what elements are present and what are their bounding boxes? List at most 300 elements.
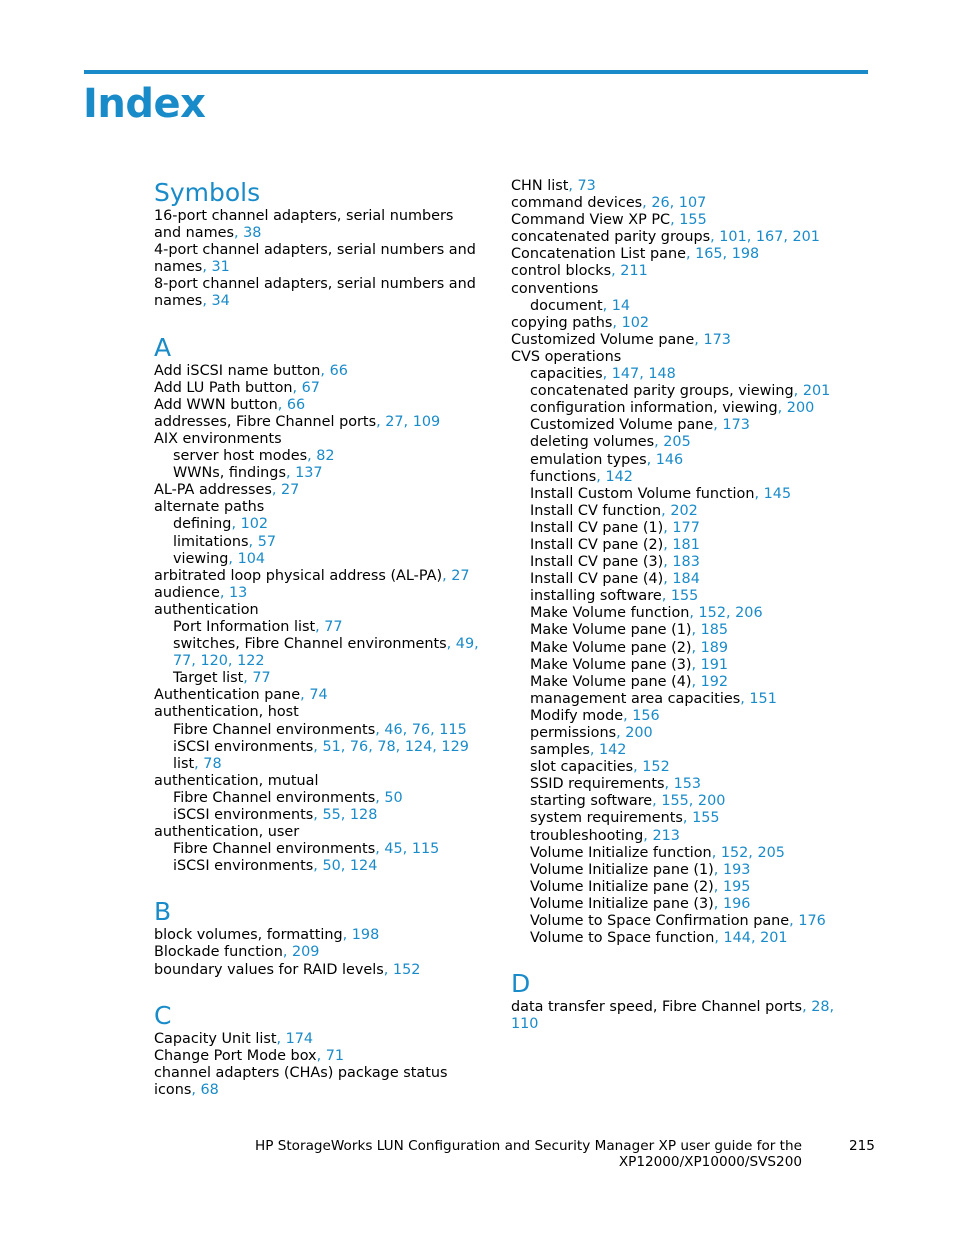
page-reference-link[interactable]: 156 bbox=[632, 707, 660, 724]
entry-separator: , bbox=[602, 297, 612, 314]
entry-term: AL-PA addresses bbox=[154, 482, 272, 499]
entry-separator: , bbox=[691, 639, 701, 656]
entry-term: limitations bbox=[173, 533, 249, 550]
entry-separator: , bbox=[602, 366, 612, 383]
index-section bbox=[154, 897, 484, 978]
entry-separator: , bbox=[202, 293, 212, 310]
index-subentry bbox=[154, 534, 484, 551]
index-subentry bbox=[511, 725, 856, 742]
index-entry bbox=[154, 276, 484, 310]
page-reference-link[interactable]: 211 bbox=[620, 263, 648, 280]
entry-separator: , bbox=[663, 519, 673, 536]
section-letter: C bbox=[154, 1000, 172, 1030]
entry-separator: , bbox=[713, 417, 723, 434]
index-subentry bbox=[511, 417, 856, 434]
index-section bbox=[154, 1001, 484, 1099]
page-reference-link[interactable]: 27, 109 bbox=[385, 413, 441, 430]
entry-term: boundary values for RAID levels bbox=[154, 961, 384, 978]
entry-term: 16-port channel adapters, serial numbers and names bbox=[154, 208, 454, 242]
entry-term: 8-port channel adapters, serial numbers and names bbox=[154, 276, 476, 310]
section-letter: B bbox=[154, 897, 172, 927]
page-reference-link[interactable]: 152 bbox=[392, 961, 421, 978]
entry-term: Authentication pane bbox=[154, 687, 301, 704]
entry-separator: , bbox=[313, 858, 323, 875]
entry-separator: , bbox=[802, 999, 812, 1016]
entry-separator: , bbox=[375, 789, 385, 806]
entry-term: Fibre Channel environments bbox=[173, 841, 376, 858]
index-subentry bbox=[154, 551, 484, 568]
entry-separator: , bbox=[442, 567, 452, 584]
entry-term: slot capacities bbox=[530, 759, 634, 776]
index-entry bbox=[154, 944, 484, 961]
entry-term: Add iSCSI name button bbox=[154, 362, 321, 379]
page-reference-link[interactable]: 31 bbox=[211, 259, 230, 276]
index-entry bbox=[154, 568, 484, 585]
page-reference-link[interactable]: 193 bbox=[722, 861, 751, 878]
entry-term: Install CV pane (3) bbox=[530, 554, 664, 571]
index-subentry bbox=[511, 862, 856, 879]
page-reference-link[interactable]: 201 bbox=[802, 383, 831, 400]
entry-term: Volume Initialize pane (2) bbox=[530, 878, 714, 895]
page-reference-link[interactable]: 50 bbox=[384, 789, 403, 806]
page-reference-link[interactable]: 198 bbox=[351, 927, 380, 944]
entry-separator: , bbox=[446, 636, 456, 653]
index-subentry bbox=[511, 708, 856, 725]
page-reference-link[interactable]: 66 bbox=[286, 396, 306, 413]
entry-term: SSID requirements bbox=[530, 776, 665, 793]
entry-term: arbitrated loop physical address (AL-PA) bbox=[154, 567, 443, 584]
index-entry bbox=[511, 349, 856, 366]
entry-term: Blockade function bbox=[154, 944, 283, 961]
page-reference-link[interactable]: 183 bbox=[672, 554, 700, 571]
top-rule bbox=[84, 70, 868, 74]
page-reference-link[interactable]: 192 bbox=[700, 673, 729, 690]
page-reference-link[interactable]: 82 bbox=[316, 448, 335, 465]
entry-term: authentication, host bbox=[154, 704, 299, 721]
index-subentry bbox=[511, 452, 856, 469]
index-section bbox=[154, 178, 484, 311]
entry-term: iSCSI environments bbox=[173, 858, 314, 875]
page-reference-link[interactable]: 101, 167, 201 bbox=[719, 229, 820, 246]
page-reference-link[interactable]: 49, 77, 120, 122 bbox=[173, 636, 479, 670]
index-entry bbox=[154, 962, 484, 979]
section-letter: D bbox=[511, 969, 531, 999]
index-column-left bbox=[154, 178, 484, 1099]
entry-term: Volume to Space Confirmation pane bbox=[530, 913, 790, 930]
entry-term: installing software bbox=[530, 588, 662, 605]
entry-term: Change Port Mode box bbox=[154, 1047, 317, 1064]
entry-separator: , bbox=[568, 178, 578, 194]
index-subentry bbox=[511, 571, 856, 588]
page-reference-link[interactable]: 28, 110 bbox=[511, 999, 835, 1033]
index-section bbox=[511, 969, 856, 1033]
entry-separator: , bbox=[616, 725, 626, 741]
entry-term: Install CV pane (1) bbox=[530, 519, 664, 536]
page-reference-link[interactable]: 14 bbox=[611, 297, 631, 314]
index-subentry bbox=[511, 674, 856, 691]
page-reference-link[interactable]: 213 bbox=[652, 827, 680, 844]
entry-term: 4-port channel adapters, serial numbers and names bbox=[154, 242, 476, 276]
entry-separator: , bbox=[596, 468, 606, 485]
entry-term: iSCSI environments bbox=[173, 807, 314, 823]
entry-separator: , bbox=[642, 195, 652, 212]
entry-separator: , bbox=[670, 212, 680, 229]
entry-separator: , bbox=[243, 670, 253, 687]
entry-term: alternate paths bbox=[154, 499, 265, 516]
entry-separator: , bbox=[664, 776, 674, 793]
entry-separator: , bbox=[789, 913, 799, 930]
index-subentry bbox=[511, 537, 856, 554]
index-subentry bbox=[511, 657, 856, 674]
entry-separator: , bbox=[231, 516, 241, 533]
entry-term: samples bbox=[530, 742, 590, 759]
page-number: 215 bbox=[849, 1138, 875, 1154]
page-reference-link[interactable]: 145 bbox=[763, 485, 792, 502]
index-section bbox=[511, 178, 856, 947]
index-entry bbox=[154, 363, 484, 380]
page-reference-link[interactable]: 77 bbox=[324, 618, 343, 635]
entry-separator: , bbox=[313, 738, 323, 755]
index-subentry bbox=[154, 619, 484, 636]
entry-term: switches, Fibre Channel environments bbox=[173, 636, 447, 653]
entry-term: list bbox=[173, 755, 195, 772]
index-entry bbox=[511, 246, 856, 263]
index-subentry bbox=[511, 622, 856, 639]
entry-separator: , bbox=[691, 656, 701, 673]
page-reference-link[interactable]: 102 bbox=[621, 314, 650, 331]
page-reference-link[interactable]: 155 bbox=[692, 810, 720, 827]
index-entry bbox=[154, 482, 484, 499]
entry-separator: , bbox=[316, 1047, 326, 1064]
entry-separator: , bbox=[691, 622, 701, 639]
page-reference-link[interactable]: 104 bbox=[237, 550, 266, 567]
entry-term: Customized Volume pane bbox=[511, 331, 695, 348]
index-subentry bbox=[154, 636, 484, 670]
page-reference-link[interactable]: 173 bbox=[703, 331, 731, 348]
index-entry bbox=[154, 208, 484, 242]
entry-separator: , bbox=[661, 502, 671, 519]
page-reference-link[interactable]: 27 bbox=[281, 482, 300, 499]
entry-separator: , bbox=[691, 673, 701, 690]
entry-term: Volume to Space function bbox=[530, 930, 715, 947]
index-subentry bbox=[511, 469, 856, 486]
page-reference-link[interactable]: 74 bbox=[309, 687, 328, 704]
page-reference-link[interactable]: 202 bbox=[670, 502, 698, 519]
entry-separator: , bbox=[202, 259, 212, 276]
page-reference-link[interactable]: 137 bbox=[295, 465, 323, 482]
entry-term: iSCSI environments bbox=[173, 738, 314, 755]
entry-term: system requirements bbox=[530, 810, 683, 827]
page-reference-link[interactable]: 71 bbox=[325, 1047, 345, 1064]
entry-term: Volume Initialize pane (3) bbox=[530, 895, 714, 912]
page-reference-link[interactable]: 151 bbox=[749, 690, 777, 707]
page-reference-link[interactable]: 51, 76, 78, 124, 129 bbox=[322, 738, 469, 755]
page-reference-link[interactable]: 200 bbox=[786, 400, 815, 417]
page-reference-link[interactable]: 185 bbox=[700, 622, 729, 639]
entry-term: Add WWN button bbox=[154, 396, 278, 413]
page-reference-link[interactable]: 209 bbox=[292, 944, 320, 961]
entry-term: concatenated parity groups, viewing bbox=[530, 383, 794, 400]
entry-separator: , bbox=[228, 550, 238, 567]
entry-separator: , bbox=[300, 687, 310, 704]
page-reference-link[interactable]: 200 bbox=[625, 725, 653, 741]
index-subentry bbox=[511, 759, 856, 776]
index-subentry bbox=[511, 776, 856, 793]
page-reference-link[interactable]: 155 bbox=[679, 212, 707, 229]
entry-separator: , bbox=[646, 451, 656, 468]
index-subentry bbox=[154, 841, 484, 858]
index-entry bbox=[154, 824, 484, 841]
index-entry bbox=[154, 1048, 484, 1065]
page-reference-link[interactable]: 189 bbox=[700, 639, 729, 656]
entry-term: block volumes, formatting bbox=[154, 927, 343, 944]
entry-term: data transfer speed, Fibre Channel ports bbox=[511, 999, 803, 1016]
index-entry bbox=[154, 380, 484, 397]
page-reference-link[interactable]: 57 bbox=[257, 533, 277, 550]
entry-separator: , bbox=[711, 844, 721, 861]
entry-term: Concatenation List pane bbox=[511, 246, 686, 263]
entry-separator: , bbox=[282, 944, 292, 961]
index-entry bbox=[154, 431, 484, 448]
index-subentry bbox=[154, 670, 484, 687]
page-reference-link[interactable]: 152 bbox=[642, 759, 670, 776]
entry-separator: , bbox=[589, 742, 599, 759]
page-reference-link[interactable]: 102 bbox=[240, 516, 269, 533]
entry-term: Customized Volume pane bbox=[530, 417, 714, 434]
index-subentry bbox=[511, 879, 856, 896]
page-reference-link[interactable]: 55, 128 bbox=[322, 807, 378, 823]
entry-separator: , bbox=[375, 721, 385, 738]
entry-separator: , bbox=[713, 861, 723, 878]
entry-term: Add LU Path button bbox=[154, 379, 293, 396]
entry-separator: , bbox=[740, 690, 750, 707]
entry-term: authentication, mutual bbox=[154, 772, 319, 789]
index-entry bbox=[154, 704, 484, 721]
page-reference-link[interactable]: 152, 205 bbox=[720, 844, 785, 861]
entry-term: Install Custom Volume function bbox=[530, 485, 755, 502]
page-reference-link[interactable]: 153 bbox=[673, 776, 702, 793]
entry-term: Port Information list bbox=[173, 618, 316, 635]
entry-term: document bbox=[530, 297, 603, 314]
index-subentry bbox=[511, 640, 856, 657]
entry-term: Volume Initialize pane (1) bbox=[530, 861, 714, 878]
entry-separator: , bbox=[342, 927, 352, 944]
page-reference-link[interactable]: 78 bbox=[203, 755, 222, 772]
page-reference-link[interactable]: 174 bbox=[285, 1030, 314, 1047]
page-reference-link[interactable]: 147, 148 bbox=[611, 366, 676, 383]
section-letter: Symbols bbox=[154, 178, 261, 207]
index-subentry bbox=[511, 930, 856, 947]
entry-term: Make Volume pane (1) bbox=[530, 622, 692, 639]
footer-line-1: HP StorageWorks LUN Configuration and Security Manager XP user guide for the bbox=[254, 1138, 802, 1154]
index-entry bbox=[154, 1065, 484, 1099]
entry-separator: , bbox=[194, 755, 204, 772]
entry-separator: , bbox=[652, 793, 662, 810]
index-subentry bbox=[511, 503, 856, 520]
page-reference-link[interactable]: 46, 76, 115 bbox=[384, 721, 467, 738]
entry-separator: , bbox=[612, 314, 622, 331]
entry-separator: , bbox=[694, 331, 704, 348]
entry-separator: , bbox=[663, 554, 673, 571]
entry-term: Volume Initialize function bbox=[530, 844, 712, 861]
page-reference-link[interactable]: 176 bbox=[798, 913, 826, 930]
entry-separator: , bbox=[611, 263, 621, 280]
entry-term: authentication bbox=[154, 601, 259, 618]
entry-term: viewing bbox=[173, 550, 229, 567]
entry-separator: , bbox=[292, 379, 302, 396]
entry-term: emulation types bbox=[530, 451, 647, 468]
entry-term: Make Volume pane (2) bbox=[530, 639, 692, 656]
page-reference-link[interactable]: 152, 206 bbox=[698, 605, 763, 622]
index-subentry bbox=[154, 807, 484, 824]
index-subentry bbox=[511, 845, 856, 862]
index-subentry bbox=[154, 516, 484, 533]
entry-separator: , bbox=[682, 810, 693, 827]
entry-separator: , bbox=[643, 827, 653, 844]
entry-term: CVS operations bbox=[511, 348, 622, 365]
entry-separator: , bbox=[233, 225, 244, 242]
page-reference-link[interactable]: 45, 115 bbox=[384, 841, 440, 858]
index-subentry bbox=[511, 298, 856, 315]
entry-term: Make Volume pane (3) bbox=[530, 656, 692, 673]
index-subentry bbox=[154, 722, 484, 739]
page-reference-link[interactable]: 196 bbox=[722, 895, 751, 912]
entry-separator: , bbox=[661, 588, 671, 605]
page-reference-link[interactable]: 50, 124 bbox=[322, 858, 378, 875]
entry-term: audience bbox=[154, 584, 220, 601]
index-entry bbox=[511, 332, 856, 349]
index-entry bbox=[511, 229, 856, 246]
index-entry bbox=[154, 585, 484, 602]
page-reference-link[interactable]: 13 bbox=[228, 584, 248, 601]
page-reference-link[interactable]: 195 bbox=[722, 878, 751, 895]
index-entry bbox=[511, 195, 856, 212]
entry-term: Capacity Unit list bbox=[154, 1030, 277, 1047]
entry-separator: , bbox=[713, 878, 723, 895]
page-reference-link[interactable]: 144, 201 bbox=[723, 930, 788, 947]
page-reference-link[interactable]: 77 bbox=[252, 670, 271, 687]
entry-term: command devices bbox=[511, 195, 643, 212]
entry-term: AIX environments bbox=[154, 430, 282, 447]
entry-separator: , bbox=[663, 571, 673, 588]
entry-separator: , bbox=[191, 1081, 201, 1098]
entry-term: configuration information, viewing bbox=[530, 400, 778, 417]
index-entry bbox=[154, 1031, 484, 1048]
index-entry bbox=[154, 242, 484, 276]
index-entry bbox=[154, 773, 484, 790]
entry-separator: , bbox=[313, 807, 323, 823]
entry-term: defining bbox=[173, 516, 232, 533]
index-subentry bbox=[511, 742, 856, 759]
entry-separator: , bbox=[710, 229, 720, 246]
index-entry bbox=[154, 927, 484, 944]
index-subentry bbox=[511, 434, 856, 451]
entry-term: Modify mode bbox=[530, 707, 624, 724]
entry-separator: , bbox=[277, 396, 287, 413]
entry-term: channel adapters (CHAs) package status icons bbox=[154, 1064, 448, 1098]
index-subentry bbox=[511, 400, 856, 417]
page-reference-link[interactable]: 67 bbox=[301, 379, 320, 396]
entry-separator: , bbox=[777, 400, 787, 417]
page-reference-link[interactable]: 66 bbox=[329, 362, 348, 379]
index-entry bbox=[154, 414, 484, 431]
page-reference-link[interactable]: 34 bbox=[211, 293, 230, 310]
index-subentry bbox=[511, 793, 856, 810]
page-reference-link[interactable]: 142 bbox=[605, 468, 633, 485]
entry-separator: , bbox=[285, 465, 296, 482]
index-entry bbox=[511, 999, 856, 1033]
entry-term: addresses, Fibre Channel ports bbox=[154, 413, 377, 430]
index-subentry bbox=[511, 828, 856, 845]
entry-term: copying paths bbox=[511, 314, 613, 331]
page-reference-link[interactable]: 142 bbox=[598, 742, 627, 759]
index-subentry bbox=[154, 756, 484, 773]
index-entry bbox=[511, 212, 856, 229]
page-title: Index bbox=[83, 81, 206, 127]
index-subentry bbox=[511, 486, 856, 503]
entry-separator: , bbox=[248, 533, 258, 550]
entry-term: authentication, user bbox=[154, 824, 300, 841]
entry-separator: , bbox=[383, 961, 393, 978]
entry-separator: , bbox=[689, 605, 699, 622]
page-reference-link[interactable]: 191 bbox=[700, 656, 729, 673]
page-reference-link[interactable]: 26, 107 bbox=[651, 195, 707, 212]
index-subentry bbox=[154, 858, 484, 875]
entry-term: Command View XP PC bbox=[511, 212, 671, 229]
index-subentry bbox=[511, 810, 856, 827]
page-reference-link[interactable]: 73 bbox=[577, 178, 596, 194]
page-reference-link[interactable]: 68 bbox=[200, 1081, 219, 1098]
entry-term: CHN list bbox=[511, 178, 569, 194]
page-reference-link[interactable]: 155, 200 bbox=[661, 793, 726, 810]
page-reference-link[interactable]: 177 bbox=[672, 519, 700, 536]
index-entry bbox=[154, 687, 484, 704]
page-reference-link[interactable]: 146 bbox=[655, 451, 684, 468]
entry-term: WWNs, findings bbox=[173, 465, 286, 482]
index-subentry bbox=[511, 366, 856, 383]
index-entry bbox=[511, 281, 856, 298]
entry-term: Fibre Channel environments bbox=[173, 789, 376, 806]
entry-term: concatenated parity groups bbox=[511, 229, 711, 246]
section-letter: A bbox=[154, 332, 172, 362]
page-reference-link[interactable]: 181 bbox=[672, 536, 700, 553]
entry-term: conventions bbox=[511, 280, 599, 297]
entry-separator: , bbox=[754, 485, 764, 502]
index-subentry bbox=[511, 554, 856, 571]
entry-separator: , bbox=[276, 1030, 286, 1047]
entry-term: Install CV function bbox=[530, 502, 662, 519]
entry-separator: , bbox=[376, 413, 386, 430]
page-reference-link[interactable]: 205 bbox=[663, 434, 691, 451]
page-reference-link[interactable]: 165, 198 bbox=[695, 246, 760, 263]
page-reference-link[interactable]: 27 bbox=[451, 567, 470, 584]
index-subentry bbox=[154, 465, 484, 482]
entry-term: deleting volumes bbox=[530, 434, 655, 451]
page-reference-link[interactable]: 38 bbox=[243, 225, 262, 242]
entry-separator: , bbox=[663, 536, 673, 553]
entry-separator: , bbox=[633, 759, 643, 776]
index-section bbox=[154, 333, 484, 876]
footer-title bbox=[240, 1138, 802, 1170]
index-entry bbox=[154, 397, 484, 414]
entry-term: Fibre Channel environments bbox=[173, 721, 376, 738]
index-entry bbox=[154, 499, 484, 516]
page-reference-link[interactable]: 184 bbox=[672, 571, 700, 588]
entry-separator: , bbox=[307, 448, 317, 465]
page-reference-link[interactable]: 155 bbox=[670, 588, 699, 605]
page-reference-link[interactable]: 173 bbox=[722, 417, 750, 434]
index-subentry bbox=[154, 448, 484, 465]
